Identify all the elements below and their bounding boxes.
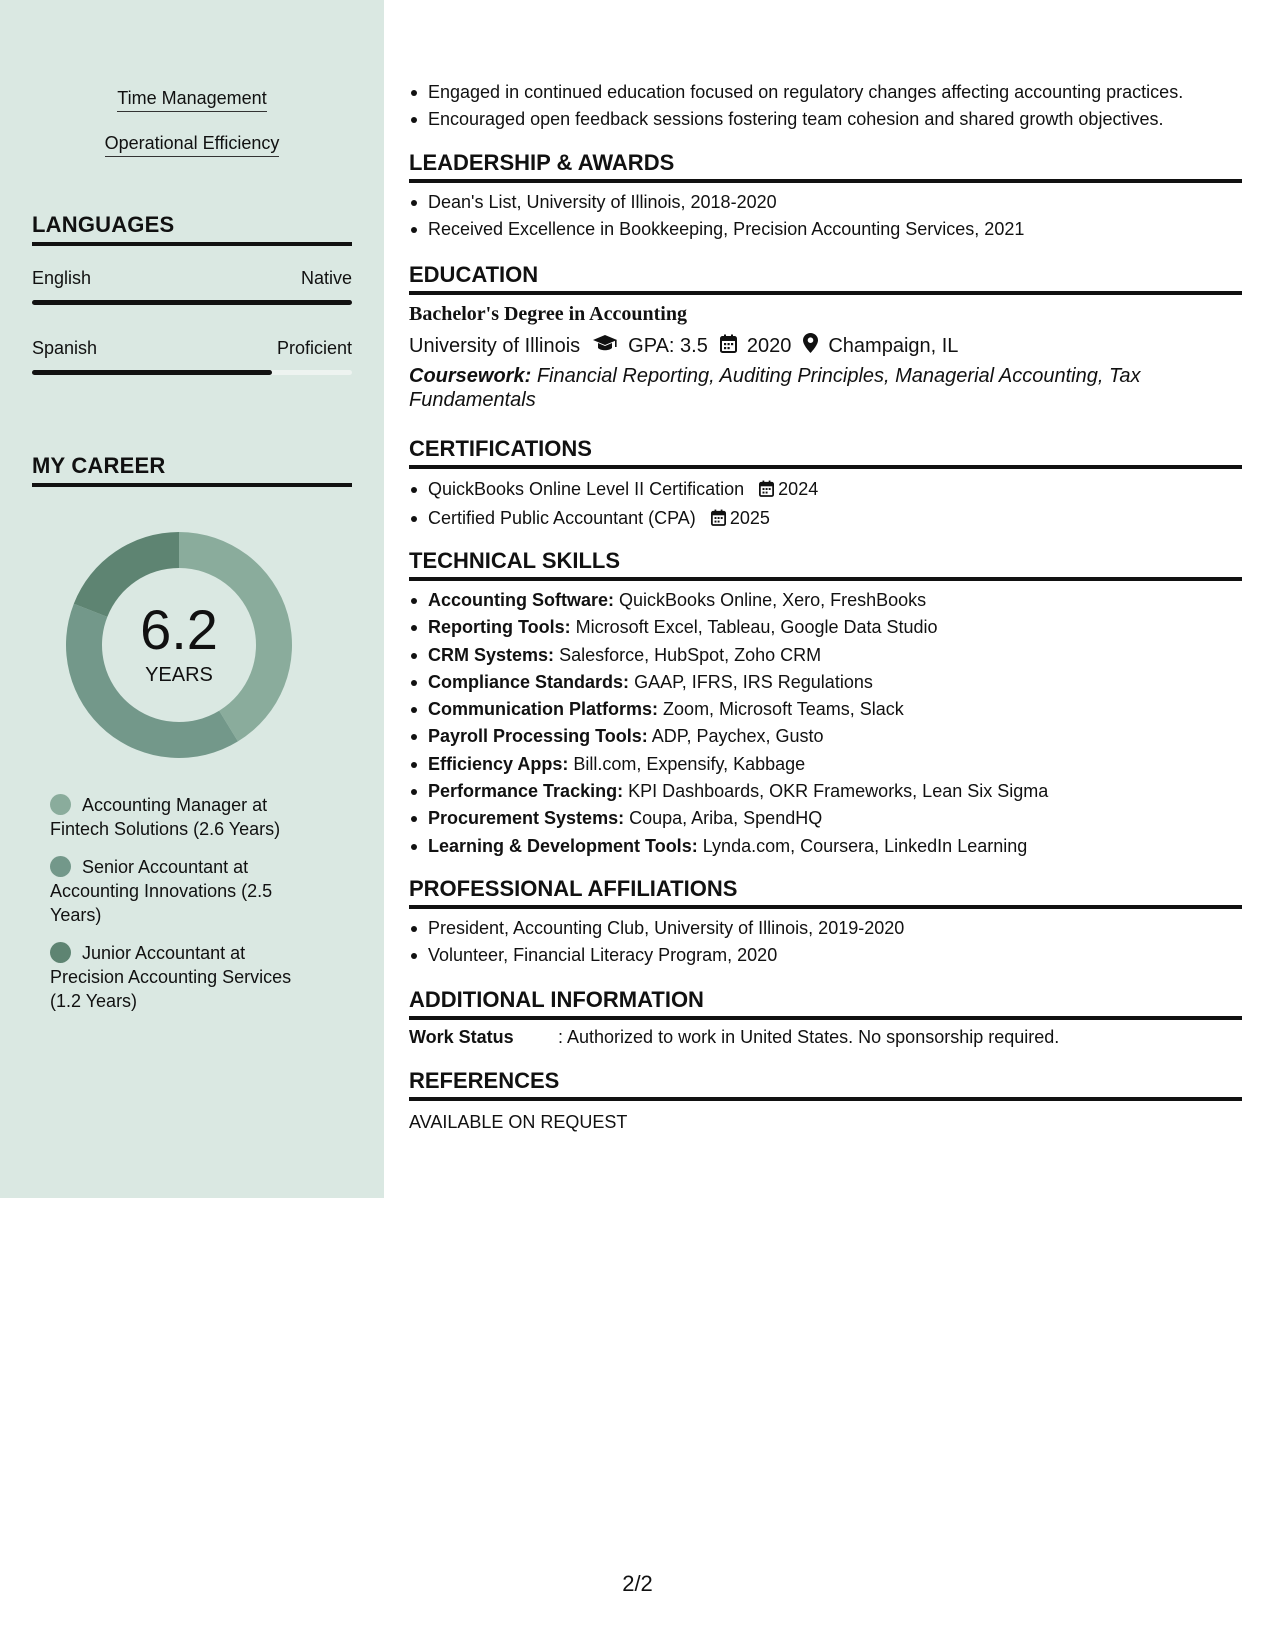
additional-info-heading: ADDITIONAL INFORMATION <box>409 987 1242 1020</box>
career-donut-chart <box>64 530 294 760</box>
tech-skill-item: Procurement Systems: Coupa, Ariba, SpendHQ <box>409 805 1242 832</box>
list-item: Engaged in continued education focused on regulatory changes affecting accounting practices. <box>409 79 1242 106</box>
tech-skill-item: Compliance Standards: GAAP, IFRS, IRS Regulations <box>409 669 1242 696</box>
education-degree: Bachelor's Degree in Accounting <box>409 303 687 325</box>
affiliations-list <box>409 915 1242 969</box>
education-heading: EDUCATION <box>409 262 1242 295</box>
references-text: AVAILABLE ON REQUEST <box>409 1112 628 1132</box>
list-item: Volunteer, Financial Literacy Program, 2020 <box>409 942 1242 969</box>
tech-skill-item: Efficiency Apps: Bill.com, Expensify, Kabbage <box>409 751 1242 778</box>
technical-skills-heading: TECHNICAL SKILLS <box>409 548 1242 581</box>
legend-dot-icon <box>50 794 71 815</box>
language-name: Spanish <box>32 338 98 358</box>
languages-heading: LANGUAGES <box>32 212 352 246</box>
language-proficiency-fill <box>32 370 272 375</box>
education-coursework <box>409 364 1209 412</box>
tech-skill-item: CRM Systems: Salesforce, HubSpot, Zoho CRM <box>409 642 1242 669</box>
certification-item: QuickBooks Online Level II Certification 2024 <box>409 476 1242 505</box>
career-legend-item: Senior Accountant at Accounting Innovations (2.5 Years) <box>50 857 273 925</box>
education-meta <box>409 333 958 359</box>
career-heading: MY CAREER <box>32 453 352 487</box>
skill-tag: Time Management <box>0 88 384 112</box>
language-proficiency-bar <box>32 370 352 375</box>
tech-skill-item: Communication Platforms: Zoom, Microsoft Teams, Slack <box>409 696 1242 723</box>
education-year: 2020 <box>746 334 792 357</box>
career-legend-item: Junior Accountant at Precision Accounting Services (1.2 Years) <box>50 943 292 1011</box>
career-total-unit: YEARS <box>145 664 213 686</box>
education-location: Champaign, IL <box>828 334 959 357</box>
education-gpa: GPA: 3.5 <box>628 334 708 357</box>
certifications-list <box>409 476 1242 534</box>
coursework-text: Financial Reporting, Auditing Principles, Managerial Accounting, Tax Fundamentals <box>409 365 1141 411</box>
language-level: Proficient <box>276 338 352 358</box>
map-pin-icon <box>803 333 818 359</box>
tech-skill-item: Accounting Software: QuickBooks Online, Xero, FreshBooks <box>409 587 1242 614</box>
language-proficiency-bar <box>32 300 352 305</box>
affiliations-heading: PROFESSIONAL AFFILIATIONS <box>409 876 1242 909</box>
language-name: English <box>32 268 92 288</box>
language-proficiency-fill <box>32 300 352 305</box>
list-item: President, Accounting Club, University of Illinois, 2019-2020 <box>409 915 1242 942</box>
sidebar <box>0 0 384 1198</box>
awards-heading: LEADERSHIP & AWARDS <box>409 150 1242 183</box>
calendar-icon <box>711 507 726 534</box>
legend-dot-icon <box>50 856 71 877</box>
career-total-years: 6.2 <box>140 598 218 661</box>
language-row <box>32 338 352 359</box>
tech-skill-item: Payroll Processing Tools: ADP, Paychex, Gusto <box>409 723 1242 750</box>
education-school: University of Illinois <box>409 334 581 357</box>
certifications-heading: CERTIFICATIONS <box>409 436 1242 469</box>
language-level: Native <box>300 268 352 288</box>
page-number: 2/2 <box>622 1571 653 1596</box>
tech-skill-item: Performance Tracking: KPI Dashboards, OKR Frameworks, Lean Six Sigma <box>409 778 1242 805</box>
calendar-icon <box>759 478 774 505</box>
legend-dot-icon <box>50 942 71 963</box>
skill-tag: Operational Efficiency <box>0 133 384 157</box>
awards-list <box>409 189 1242 243</box>
list-item: Dean's List, University of Illinois, 2018-2020 <box>409 189 1242 216</box>
graduation-cap-icon <box>592 334 618 358</box>
career-legend-item: Accounting Manager at Fintech Solutions (2.6 Years) <box>50 795 281 839</box>
coursework-label: Coursework: <box>409 365 532 387</box>
list-item: Encouraged open feedback sessions fostering team cohesion and shared growth objectives. <box>409 106 1242 133</box>
tech-skill-item: Reporting Tools: Microsoft Excel, Tableau, Google Data Studio <box>409 614 1242 641</box>
work-status-value: : Authorized to work in United States. No sponsorship required. <box>558 1027 1060 1047</box>
certification-item: Certified Public Accountant (CPA) 2025 <box>409 505 1242 534</box>
work-status-label: Work Status <box>409 1027 514 1047</box>
list-item: Received Excellence in Bookkeeping, Precision Accounting Services, 2021 <box>409 216 1242 243</box>
intro-bullet-list <box>409 79 1242 133</box>
language-row <box>32 268 352 289</box>
technical-skills-list <box>409 587 1242 860</box>
calendar-icon <box>720 334 737 359</box>
tech-skill-item: Learning & Development Tools: Lynda.com, Coursera, LinkedIn Learning <box>409 833 1242 860</box>
references-heading: REFERENCES <box>409 1068 1242 1101</box>
